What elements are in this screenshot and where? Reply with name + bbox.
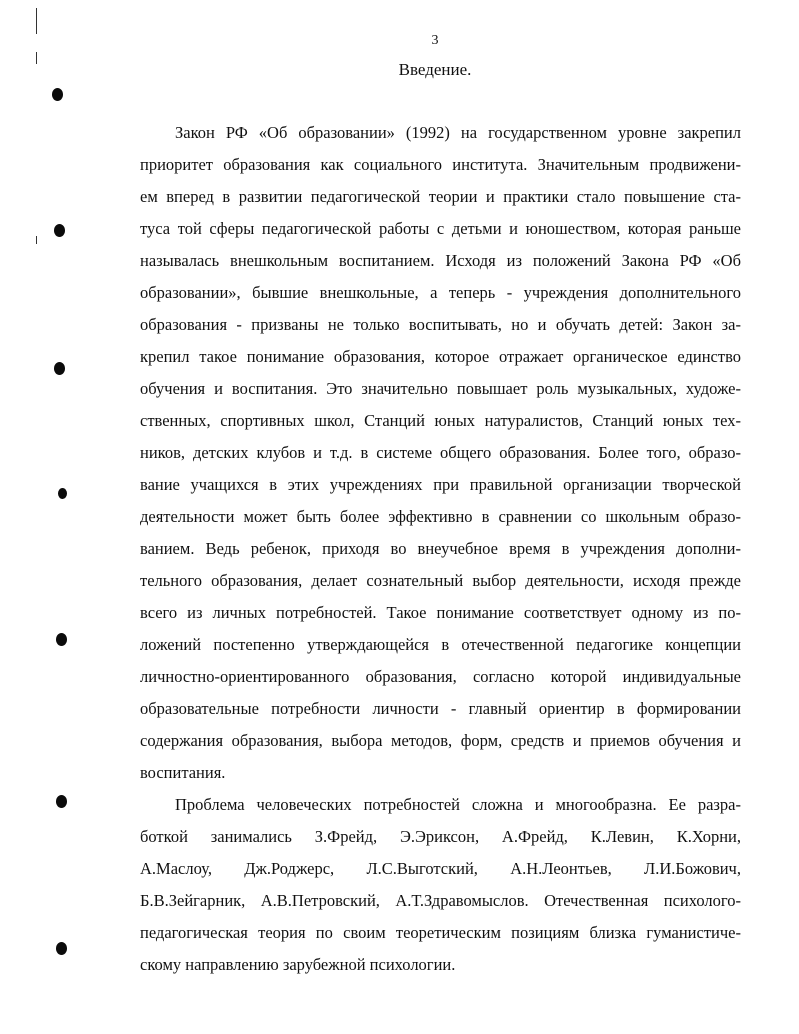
binder-hole-icon [58,488,67,499]
paragraph1-line-1: Закон РФ «Об образовании» (1992) на государственном уровне закрепил [175,123,741,142]
paragraph1-line-14: ванием. Ведь ребенок, приходя во внеучебное время в учреждения дополни- [140,539,741,558]
paragraph1-line-4: туса той сферы педагогической работы с детьми и юношеством, которая раньше [140,219,741,238]
paragraph1-line-13: деятельности может быть более эффективно в сравнении со школьным образо- [140,507,741,526]
paragraph1-line-16: всего из личных потребностей. Такое понимание соответствует одному из по- [140,603,741,622]
paragraph2-line-5: педагогическая теория по своим теоретическим позициям близка гуманистиче- [140,923,741,942]
paragraph1-line-9: обучения и воспитания. Это значительно повышает роль музыкальных, художе- [140,379,741,398]
paragraph1-line-8: крепил такое понимание образования, которое отражает органическое единство [140,347,741,366]
binder-hole-icon [56,633,67,646]
paragraph1-line-10: ственных, спортивных школ, Станций юных натуралистов, Станций юных тех- [140,411,741,430]
margin-tick [36,8,37,34]
paragraph1-line-18: личностно-ориентированного образования, согласно которой индивидуальные [140,667,741,686]
paragraph1-line-19: образовательные потребности личности - главный ориентир в формировании [140,699,741,718]
paragraph1-line-20: содержания образования, выбора методов, форм, средств и приемов обучения и [140,731,741,750]
binder-hole-icon [56,942,67,955]
paragraph1-line-6: образовании», бывшие внешкольные, а теперь - учреждения дополнительного [140,283,741,302]
paragraph1-line-3: ем вперед в развитии педагогической теории и практики стало повышение ста- [140,187,741,206]
binder-hole-icon [54,362,65,375]
page-title: Введение. [398,60,472,79]
paragraph1-line-17: ложений постепенно утверждающейся в отечественной педагогике концепции [140,635,741,654]
binder-hole-icon [52,88,63,101]
paragraph2-line-1: Проблема человеческих потребностей сложна и многообразна. Ее разра- [175,795,741,814]
paragraph1-line-5: называлась внешкольным воспитанием. Исходя из положений Закона РФ «Об [140,251,741,270]
paragraph2-line-2: боткой занимались З.Фрейд, Э.Эриксон, А.Фрейд, К.Левин, К.Хорни, [140,827,741,846]
paragraph1-line-12: вание учащихся в этих учреждениях при правильной организации творческой [140,475,741,494]
paragraph2-line-4: Б.В.Зейгарник, А.В.Петровский, А.Т.Здравомыслов. Отечественная психолого- [140,891,741,910]
binder-hole-icon [54,224,65,237]
paragraph2-line-3: А.Маслоу, Дж.Роджерс, Л.С.Выготский, А.Н.Леонтьев, Л.И.Божович, [140,859,741,878]
margin-tick [36,236,37,244]
paragraph1-line-11: ников, детских клубов и т.д. в системе общего образования. Более того, образо- [140,443,741,462]
paragraph1-line-7: образования - призваны не только воспитывать, но и обучать детей: Закон за- [140,315,741,334]
paragraph1-line-15: тельного образования, делает сознательный выбор деятельности, исходя прежде [140,571,741,590]
binder-hole-icon [56,795,67,808]
paragraph1-line-2: приоритет образования как социального института. Значительным продвижени- [140,155,741,174]
paragraph2-line-6: скому направлению зарубежной психологии. [140,955,456,974]
paragraph1-line-21: воспитания. [140,763,226,782]
page-number: 3 [431,33,439,48]
